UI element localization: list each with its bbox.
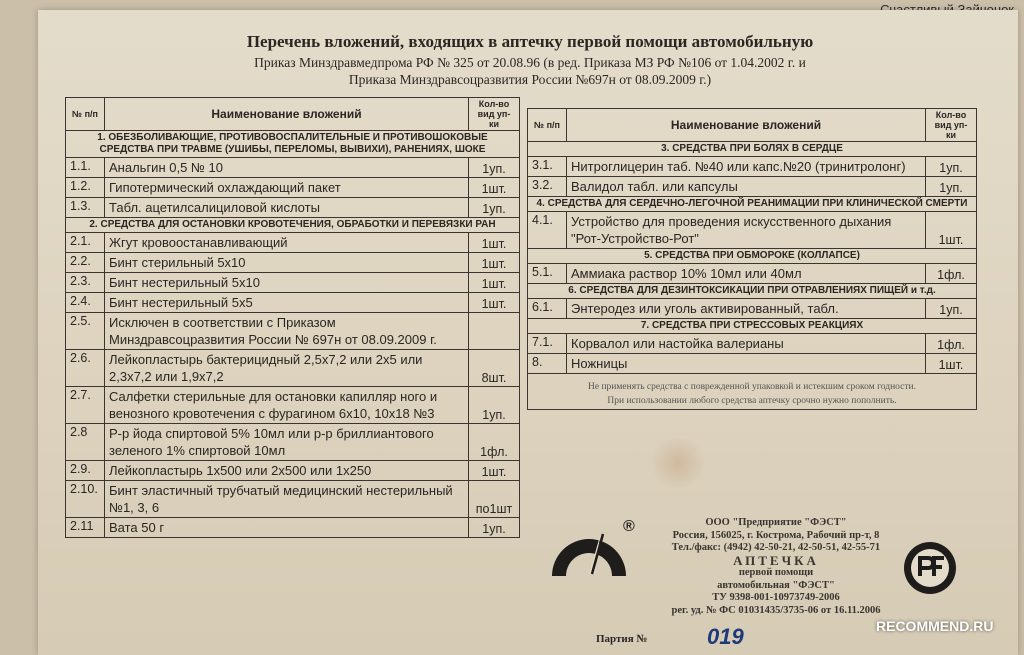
item-quantity: 1уп. (926, 299, 977, 319)
item-number: 2.2. (66, 253, 105, 273)
item-quantity: 1уп. (469, 518, 520, 538)
item-quantity: 1уп. (469, 387, 520, 424)
item-name: Салфетки стерильные для остановки капилляр ного и венозного кровотечения с фурагином 6x10, 10x18 №3 (105, 387, 469, 424)
item-name: Ножницы (567, 354, 926, 374)
item-number: 2.3. (66, 273, 105, 293)
item-number: 2.4. (66, 293, 105, 313)
item-quantity: 1уп. (469, 198, 520, 218)
note-line: Не применять средства с поврежденной упаковкой и истекшим сроком годности. (588, 382, 916, 392)
item-quantity: 1уп. (469, 158, 520, 178)
item-quantity: 1фл. (926, 334, 977, 354)
item-quantity (469, 313, 520, 350)
section-row (528, 249, 977, 264)
company-name: ООО "Предприятие "ФЭСТ" (705, 517, 847, 528)
section-row (528, 197, 977, 212)
subtitle-line: Приказа Минздравсоцразвития России №697н от 08.09.2009 г.) (348, 72, 712, 87)
section-heading: 2. СРЕДСТВА ДЛЯ ОСТАНОВКИ КРОВОТЕЧЕНИЯ, ОБРАБОТКИ И ПЕРЕВЯЗКИ РАН (66, 218, 520, 233)
section-row (66, 218, 520, 233)
certification-seal-icon (902, 540, 958, 596)
section-heading: 7. СРЕДСТВА ПРИ СТРЕССОВЫХ РЕАКЦИЯХ (528, 319, 977, 334)
item-row (66, 313, 520, 350)
item-name: Устройство для проведения искусственного дыхания "Рот-Устройство-Рот" (567, 212, 926, 249)
item-row (66, 293, 520, 313)
item-quantity: по1шт (469, 481, 520, 518)
item-number: 7.1. (528, 334, 567, 354)
left-table-body (66, 131, 520, 538)
document-title: Перечень вложений, входящих в аптечку первой помощи автомобильную (246, 32, 814, 51)
batch-label: Партия № (596, 633, 648, 645)
item-name: Лейкопластырь бактерицидный 2,5x7,2 или 2x5 или 2,3x7,2 или 1,9x7,2 (105, 350, 469, 387)
section-heading: 4. СРЕДСТВА ДЛЯ СЕРДЕЧНО-ЛЕГОЧНОЙ РЕАНИМАЦИИ ПРИ КЛИНИЧЕСКОЙ СМЕРТИ (528, 197, 977, 212)
section-row (528, 142, 977, 157)
item-name: Бинт эластичный трубчатый медицинский нестерильный №1, 3, 6 (105, 481, 469, 518)
right-contents-table (527, 108, 977, 410)
item-quantity: 1фл. (926, 264, 977, 284)
item-number: 5.1. (528, 264, 567, 284)
company-phone: Тел./факс: (4942) 42-50-21, 42-50-51, 42-55-71 (671, 542, 881, 553)
document-subtitle (130, 54, 930, 88)
item-name: Табл. ацетилсалициловой кислоты (105, 198, 469, 218)
item-name: Бинт стерильный 5x10 (105, 253, 469, 273)
item-row (528, 212, 977, 249)
item-name: Валидол табл. или капсулы (567, 177, 926, 197)
item-quantity: 1шт. (469, 178, 520, 198)
item-number: 3.1. (528, 157, 567, 177)
section-row (528, 284, 977, 299)
section-heading: 1. ОБЕЗБОЛИВАЮЩИЕ, ПРОТИВОВОСПАЛИТЕЛЬНЫЕ И ПРОТИВОШОКОВЫЕ СРЕДСТВА ПРИ ТРАВМЕ (УШИБЫ, ПЕРЕЛОМЫ, ВЫВИХИ), РАНЕНИЯХ, ШОКЕ (66, 131, 520, 158)
item-number: 1.1. (66, 158, 105, 178)
header-qty: Кол-во вид уп-ки (926, 109, 977, 142)
usage-note (528, 374, 977, 410)
item-name: Бинт нестерильный 5x10 (105, 273, 469, 293)
item-name: Жгут кровоостанавливающий (105, 233, 469, 253)
item-number: 6.1. (528, 299, 567, 319)
section-row (528, 319, 977, 334)
company-logo (548, 530, 630, 578)
company-address: Россия, 156025, г. Кострома, Рабочий пр-т, 8 (672, 529, 880, 541)
header-qty: Кол-во вид уп-ки (469, 98, 520, 131)
item-name: Вата 50 г (105, 518, 469, 538)
item-number: 3.2. (528, 177, 567, 197)
item-number: 2.8 (66, 424, 105, 461)
item-name: Р-р йода спиртовой 5% 10мл или р-р бриллиантового зеленого 1% спиртовой 10мл (105, 424, 469, 461)
left-contents-table (65, 97, 520, 538)
item-number: 2.5. (66, 313, 105, 350)
item-name: Энтеродез или уголь активированный, табл. (567, 299, 926, 319)
item-number: 8. (528, 354, 567, 374)
item-number: 4.1. (528, 212, 567, 249)
item-number: 2.6. (66, 350, 105, 387)
item-row (66, 233, 520, 253)
spec-number: ТУ 9398-001-10973749-2006 (712, 592, 840, 603)
item-row (528, 299, 977, 319)
item-row (66, 253, 520, 273)
item-quantity: 1уп. (926, 157, 977, 177)
manufacturer-block (636, 517, 916, 617)
item-number: 2.11 (66, 518, 105, 538)
header-name: Наименование вложений (105, 98, 469, 131)
item-name: Анальгин 0,5 № 10 (105, 158, 469, 178)
item-row (66, 424, 520, 461)
item-row (528, 157, 977, 177)
item-row (66, 273, 520, 293)
header-name: Наименование вложений (567, 109, 926, 142)
item-row (528, 334, 977, 354)
item-row (66, 481, 520, 518)
item-name: Аммиака раствор 10% 10мл или 40мл (567, 264, 926, 284)
item-name: Исключен в соответствии с Приказом Минздравсоцразвития России № 697н от 08.09.2009 г. (105, 313, 469, 350)
item-row (66, 518, 520, 538)
item-row (528, 354, 977, 374)
item-quantity: 1шт. (926, 354, 977, 374)
section-heading: 6. СРЕДСТВА ДЛЯ ДЕЗИНТОКСИКАЦИИ ПРИ ОТРАВЛЕНИЯХ ПИЩЕЙ и т.д. (528, 284, 977, 299)
note-line: При использовании любого средства аптечку срочно нужно пополнить. (607, 396, 897, 406)
item-row (528, 177, 977, 197)
item-name: Корвалол или настойка валерианы (567, 334, 926, 354)
product-name: АПТЕЧКА (733, 552, 819, 568)
item-row (66, 158, 520, 178)
header-num: № п/п (528, 109, 567, 142)
product-line: автомобильная "ФЭСТ" (717, 579, 835, 591)
item-row (66, 387, 520, 424)
section-heading: 3. СРЕДСТВА ПРИ БОЛЯХ В СЕРДЦЕ (528, 142, 977, 157)
item-row (66, 178, 520, 198)
item-quantity: 1уп. (926, 177, 977, 197)
batch-number: 019 (707, 624, 744, 649)
stain-mark (648, 438, 708, 488)
item-number: 1.3. (66, 198, 105, 218)
site-watermark-bottom: RECOMMEND.RU (876, 618, 994, 634)
item-number: 1.2. (66, 178, 105, 198)
item-name: Лейкопластырь 1x500 или 2x500 или 1x250 (105, 461, 469, 481)
item-number: 2.7. (66, 387, 105, 424)
registration-number: рег. уд. № ФС 01031435/3735-06 от 16.11.2006 (671, 604, 881, 616)
item-quantity: 1шт. (469, 461, 520, 481)
item-name: Гипотермический охлаждающий пакет (105, 178, 469, 198)
right-table-body (528, 142, 977, 374)
item-row (528, 264, 977, 284)
item-quantity: 1шт. (469, 293, 520, 313)
item-quantity: 1шт. (469, 253, 520, 273)
item-row (66, 198, 520, 218)
item-quantity: 1шт. (469, 233, 520, 253)
subtitle-line: Приказ Минздравмедпрома РФ № 325 от 20.08.96 (в ред. Приказа МЗ РФ №106 от 1.04.2002 г. и (254, 55, 806, 70)
item-quantity: 1фл. (469, 424, 520, 461)
product-line: первой помощи (738, 567, 814, 578)
item-row (66, 350, 520, 387)
section-heading: 5. СРЕДСТВА ПРИ ОБМОРОКЕ (КОЛЛАПСЕ) (528, 249, 977, 264)
registered-mark: ® (623, 518, 635, 535)
item-row (66, 461, 520, 481)
item-number: 2.10. (66, 481, 105, 518)
item-number: 2.9. (66, 461, 105, 481)
item-quantity: 8шт. (469, 350, 520, 387)
item-number: 2.1. (66, 233, 105, 253)
item-quantity: 1шт. (926, 212, 977, 249)
item-name: Нитроглицерин таб. №40 или капс.№20 (тринитролонг) (567, 157, 926, 177)
header-num: № п/п (66, 98, 105, 131)
section-row (66, 131, 520, 158)
item-quantity: 1шт. (469, 273, 520, 293)
item-name: Бинт нестерильный 5x5 (105, 293, 469, 313)
